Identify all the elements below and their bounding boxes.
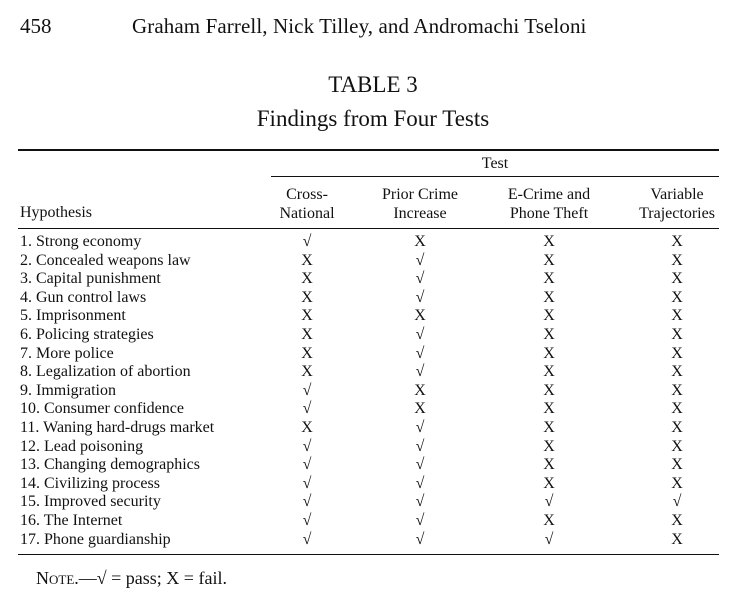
result-cell: X xyxy=(671,270,683,288)
column-header-line: Trajectories xyxy=(639,205,715,222)
result-cell: X xyxy=(414,307,426,325)
table-row xyxy=(0,475,746,494)
column-header-line: Increase xyxy=(393,205,447,222)
result-cell: √ xyxy=(415,363,425,381)
top-rule xyxy=(18,149,719,151)
table-label: TABLE 3 xyxy=(328,72,418,97)
table-row xyxy=(0,233,746,252)
note-text: —√ = pass; X = fail. xyxy=(78,568,227,588)
result-cell: X xyxy=(671,307,683,325)
hypothesis-cell: 14. Civilizing process xyxy=(20,474,160,492)
result-cell: X xyxy=(301,418,313,436)
result-cell: X xyxy=(543,288,555,306)
column-header-line: Cross- xyxy=(286,186,328,203)
hypothesis-cell: 10. Consumer confidence xyxy=(20,400,184,418)
result-cell: X xyxy=(301,307,313,325)
result-cell: √ xyxy=(415,251,425,269)
column-header-e-crime xyxy=(484,185,614,223)
result-cell: √ xyxy=(415,288,425,306)
hypothesis-cell: 7. More police xyxy=(20,344,114,362)
result-cell: √ xyxy=(302,456,312,474)
result-cell: X xyxy=(671,251,683,269)
result-cell: X xyxy=(543,233,555,250)
result-cell: X xyxy=(301,288,313,306)
column-header-line: Prior Crime xyxy=(382,186,458,203)
result-cell: √ xyxy=(415,493,425,511)
result-cell: X xyxy=(671,456,683,474)
table-row xyxy=(0,531,746,550)
result-cell: X xyxy=(671,381,683,399)
result-cell: X xyxy=(671,363,683,381)
result-cell: √ xyxy=(415,474,425,492)
hypothesis-cell: 6. Policing strategies xyxy=(20,325,154,343)
table-row xyxy=(0,345,746,364)
result-cell: X xyxy=(301,363,313,381)
result-cell: X xyxy=(543,307,555,325)
result-cell: X xyxy=(543,325,555,343)
table-row xyxy=(0,307,746,326)
table-row xyxy=(0,438,746,457)
result-cell: X xyxy=(543,437,555,455)
table-row xyxy=(0,456,746,475)
result-cell: X xyxy=(671,437,683,455)
result-cell: X xyxy=(671,288,683,306)
hypothesis-cell: 2. Concealed weapons law xyxy=(20,251,191,269)
bottom-rule xyxy=(18,554,719,555)
table-row xyxy=(0,270,746,289)
table-row xyxy=(0,289,746,308)
result-cell: X xyxy=(671,511,683,529)
result-cell: √ xyxy=(415,418,425,436)
spanner-rule xyxy=(271,176,719,177)
table-note xyxy=(36,568,227,589)
result-cell: X xyxy=(543,456,555,474)
column-header-variable-trajectories xyxy=(627,185,727,223)
result-cell: X xyxy=(671,530,683,548)
result-cell: √ xyxy=(302,437,312,455)
hypothesis-cell: 9. Immigration xyxy=(20,381,116,399)
result-cell: √ xyxy=(415,456,425,474)
result-cell: √ xyxy=(415,270,425,288)
hypothesis-cell: 11. Waning hard-drugs market xyxy=(20,418,215,436)
result-cell: X xyxy=(543,400,555,418)
result-cell: √ xyxy=(302,381,312,399)
result-cell: X xyxy=(671,400,683,418)
hypothesis-cell: 4. Gun control laws xyxy=(20,288,147,306)
column-header-line: Variable xyxy=(650,186,704,203)
hypothesis-cell: 8. Legalization of abortion xyxy=(20,363,191,381)
column-header-cross-national xyxy=(257,185,357,223)
result-cell: X xyxy=(671,418,683,436)
result-cell: X xyxy=(414,381,426,399)
hypothesis-cell: 3. Capital punishment xyxy=(20,270,161,288)
result-cell: √ xyxy=(415,325,425,343)
result-cell: X xyxy=(414,400,426,418)
result-cell: √ xyxy=(415,344,425,362)
result-cell: √ xyxy=(302,233,312,250)
column-header-line: E-Crime and xyxy=(507,186,591,203)
result-cell: X xyxy=(671,344,683,362)
result-cell: X xyxy=(543,270,555,288)
stub-header: Hypothesis xyxy=(20,204,92,221)
result-cell: √ xyxy=(302,530,312,548)
result-cell: √ xyxy=(544,530,554,548)
table-body xyxy=(0,233,746,549)
result-cell: X xyxy=(543,363,555,381)
result-cell: X xyxy=(301,270,313,288)
result-cell: X xyxy=(543,474,555,492)
running-head: Graham Farrell, Nick Tilley, and Andromachi Tseloni xyxy=(132,14,587,38)
hypothesis-cell: 15. Improved security xyxy=(20,493,161,511)
result-cell: √ xyxy=(672,493,682,511)
result-cell: √ xyxy=(415,511,425,529)
result-cell: X xyxy=(543,381,555,399)
hypothesis-cell: 17. Phone guardianship xyxy=(20,530,171,548)
result-cell: X xyxy=(301,251,313,269)
hypothesis-cell: 1. Strong economy xyxy=(20,233,142,250)
column-header-prior-crime xyxy=(360,185,480,223)
result-cell: √ xyxy=(302,493,312,511)
table-row xyxy=(0,326,746,345)
note-label: Note. xyxy=(36,568,79,588)
table-row xyxy=(0,252,746,271)
result-cell: X xyxy=(301,325,313,343)
hypothesis-cell: 12. Lead poisoning xyxy=(20,437,144,455)
result-cell: X xyxy=(671,474,683,492)
result-cell: √ xyxy=(415,437,425,455)
result-cell: X xyxy=(543,251,555,269)
result-cell: √ xyxy=(415,530,425,548)
result-cell: √ xyxy=(302,511,312,529)
hypothesis-cell: 16. The Internet xyxy=(20,511,123,529)
table-row xyxy=(0,363,746,382)
header-rule xyxy=(18,228,719,229)
column-header-line: National xyxy=(279,205,335,222)
result-cell: X xyxy=(543,511,555,529)
page-number: 458 xyxy=(20,14,52,38)
hypothesis-cell: 13. Changing demographics xyxy=(20,456,200,474)
result-cell: √ xyxy=(544,493,554,511)
table-row xyxy=(0,382,746,401)
spanner-header: Test xyxy=(481,155,509,172)
table-row xyxy=(0,493,746,512)
result-cell: X xyxy=(671,233,683,250)
result-cell: √ xyxy=(302,474,312,492)
table-row xyxy=(0,400,746,419)
table-title: Findings from Four Tests xyxy=(256,106,490,131)
result-cell: X xyxy=(301,344,313,362)
hypothesis-cell: 5. Imprisonment xyxy=(20,307,126,325)
table-row xyxy=(0,419,746,438)
result-cell: X xyxy=(671,325,683,343)
table-row xyxy=(0,512,746,531)
result-cell: X xyxy=(543,418,555,436)
result-cell: X xyxy=(543,344,555,362)
result-cell: √ xyxy=(302,400,312,418)
result-cell: X xyxy=(414,233,426,250)
column-header-line: Phone Theft xyxy=(509,205,589,222)
